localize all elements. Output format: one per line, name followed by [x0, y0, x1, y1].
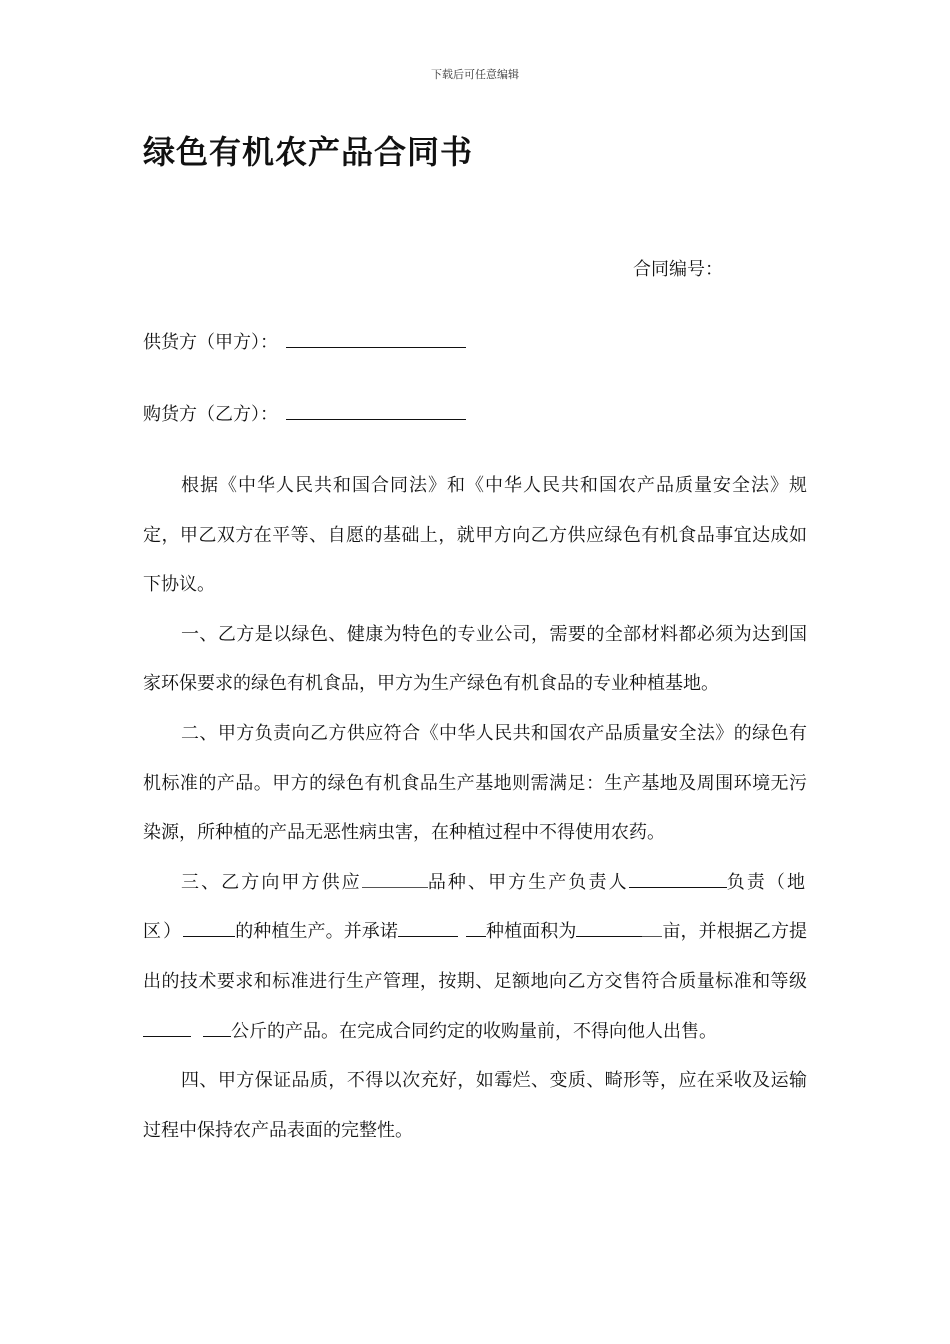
clause-3-part-6: 亩，并根据乙方提出的技术要求和标准进行生产管理，按期、足额地向乙方交售符合质量标准和等级	[143, 921, 808, 992]
page-header-note: 下载后可任意编辑	[431, 68, 519, 81]
manager-blank	[629, 869, 727, 888]
region-blank	[183, 918, 235, 937]
clause-3-part-5: 种植面积为	[485, 921, 577, 943]
clause-3-part-2: 品种、甲方生产负责人	[427, 871, 629, 893]
quantity-blank-2	[203, 1018, 231, 1037]
clause-3-part-7: 公斤的产品。在完成合同约定的收购量前，不得向他人出售。	[231, 1020, 717, 1042]
area-blank-1	[576, 918, 642, 937]
supplier-label: 供货方（甲方）：	[143, 332, 278, 353]
clause-3-part-3: 负责（地区）	[143, 871, 808, 943]
area-blank-2	[642, 918, 662, 937]
buyer-line	[143, 401, 466, 427]
supplier-blank	[286, 329, 466, 348]
supplier-line	[143, 329, 466, 355]
clause-2: 二、甲方负责向乙方供应符合《中华人民共和国农产品质量安全法》的绿色有机标准的产品。甲方的绿色有机食品生产基地则需满足：生产基地及周围环境无污染源，所种植的产品无恶性病虫害，在种植过程中不得使用农药。	[143, 722, 807, 844]
contract-body	[143, 461, 807, 1155]
variety-blank	[362, 869, 428, 888]
buyer-blank	[286, 401, 466, 420]
clause-3	[143, 858, 807, 1056]
document-title: 绿色有机农产品合同书	[143, 133, 474, 171]
contract-number-label: 合同编号：	[633, 259, 723, 280]
clause-3-part-4: 的种植生产。并承诺	[235, 921, 398, 943]
intro-paragraph: 根据《中华人民共和国合同法》和《中华人民共和国农产品质量安全法》规定，甲乙双方在平等、自愿的基础上，就甲方向乙方供应绿色有机食品事宜达成如下协议。	[143, 475, 807, 596]
quantity-blank-1	[143, 1018, 191, 1037]
clause-1: 一、乙方是以绿色、健康为特色的专业公司，需要的全部材料都必须为达到国家环保要求的绿色有机食品，甲方为生产绿色有机食品的专业种植基地。	[143, 623, 807, 695]
commitment-blank-1	[398, 918, 458, 937]
clause-3-part-1: 三、乙方向甲方供应	[181, 871, 362, 893]
buyer-label: 购货方（乙方）：	[143, 404, 278, 425]
clause-4: 四、甲方保证品质，不得以次充好，如霉烂、变质、畸形等，应在采收及运输过程中保持农产品表面的完整性。	[143, 1070, 807, 1141]
commitment-blank-2	[466, 918, 486, 937]
